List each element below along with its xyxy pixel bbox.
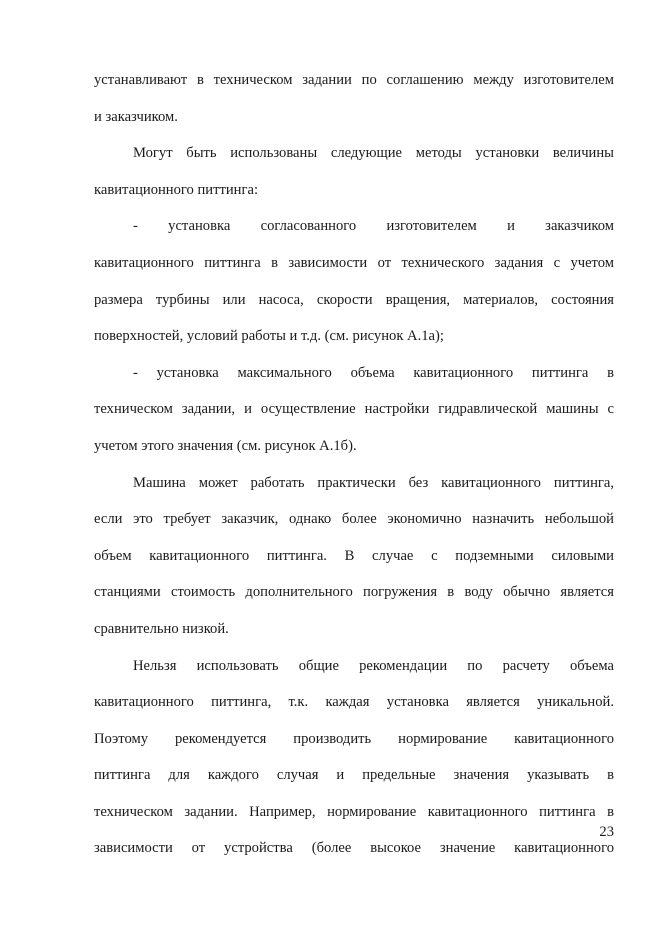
text-line: сравнительно низкой. xyxy=(94,620,229,637)
text-line: объем кавитационного питтинга. В случае с подземными силовыми xyxy=(94,547,614,564)
text-line: техническом задании. Например, нормирование кавитационного питтинга в xyxy=(94,803,614,820)
page-number: 23 xyxy=(599,824,614,840)
text-line: Поэтому рекомендуется производить нормирование кавитационного xyxy=(94,730,614,747)
text-line: Машина может работать практически без кавитационного питтинга, xyxy=(133,474,614,491)
text-line: станциями стоимость дополнительного погружения в воду обычно является xyxy=(94,584,614,601)
text-line: размера турбины или насоса, скорости вращения, материалов, состояния xyxy=(94,291,614,308)
text-line: и заказчиком. xyxy=(94,108,178,125)
text-line: Могут быть использованы следующие методы установки величины xyxy=(133,145,614,162)
text-line: питтинга для каждого случая и предельные значения указывать в xyxy=(94,767,614,784)
text-line: Нельзя использовать общие рекомендации по расчету объема xyxy=(133,657,614,674)
text-line: кавитационного питтинга: xyxy=(94,181,258,198)
text-line: поверхностей, условий работы и т.д. (см. рисунок А.1а); xyxy=(94,328,444,345)
text-line: устанавливают в техническом задании по соглашению между изготовителем xyxy=(94,72,614,88)
text-line: кавитационного питтинга в зависимости от технического задания с учетом xyxy=(94,254,614,271)
text-line: кавитационного питтинга, т.к. каждая установка является уникальной. xyxy=(94,694,614,711)
body-text xyxy=(94,62,614,867)
text-line: если это требует заказчик, однако более экономично назначить небольшой xyxy=(94,511,614,528)
text-line: техническом задании, и осуществление настройки гидравлической машины с xyxy=(94,401,614,418)
text-line: учетом этого значения (см. рисунок А.1б). xyxy=(94,437,357,454)
text-line: зависимости от устройства (более высокое значение кавитационного xyxy=(94,840,614,857)
text-line: - установка максимального объема кавитационного питтинга в xyxy=(133,364,614,381)
text-line: - установка согласованного изготовителем и заказчиком xyxy=(133,218,614,235)
